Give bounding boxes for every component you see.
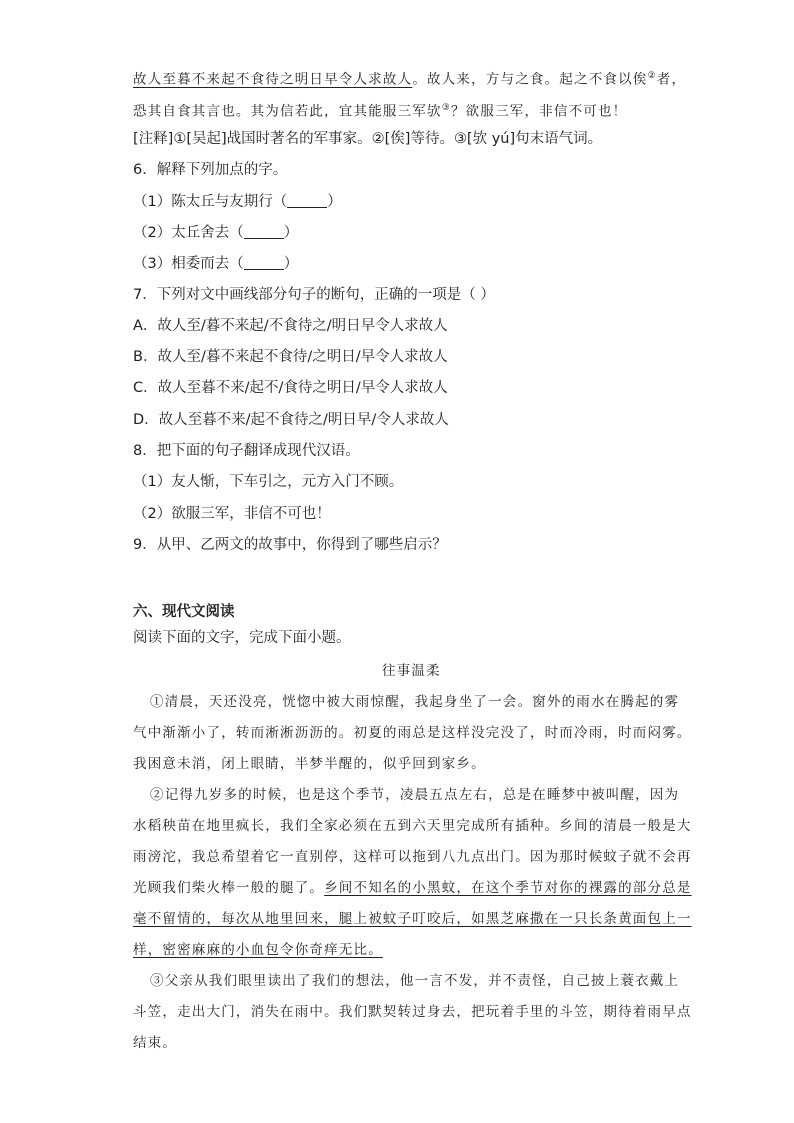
question-6-2: （2）太丘舍去（ ） bbox=[133, 225, 299, 241]
paragraph-2-line-6: 样，密密麻麻的小血包令你奇痒无比。 bbox=[133, 942, 383, 958]
passage-line-2: 恐其自食其言也。其为信若此，宜其能服三军欤③？欲服三军，非信不可也！ bbox=[133, 103, 628, 120]
question-6: 6．解释下列加点的字。 bbox=[133, 162, 288, 178]
question-6-1: （1）陈太丘与友期行（ ） bbox=[133, 194, 342, 210]
question-8-1: （1）友人惭，下车引之，元方入门不顾。 bbox=[133, 474, 404, 490]
question-8-2: （2）欲服三军，非信不可也！ bbox=[133, 506, 331, 522]
question-8: 8．把下面的句子翻译成现代汉语。 bbox=[133, 443, 360, 459]
section-title: 六、现代文阅读 bbox=[133, 604, 235, 620]
question-6-3: （3）相委而去（ ） bbox=[133, 256, 299, 272]
paragraph-2-line-2: 水稻秧苗在地里疯长，我们全家必须在五到六天里完成所有插种。乡间的清晨一般是大 bbox=[133, 818, 692, 834]
paragraph-1-line-2: 气中渐渐小了，转而淅淅沥沥的。初夏的雨总是这样没完没了，时而冷雨，时而闷雾。 bbox=[133, 725, 692, 741]
paragraph-2-line-4: 光顾我们柴火棒一般的腿了。乡间不知名的小黑蚊，在这个季节对你的裸露的部分总是 bbox=[133, 880, 692, 896]
annotation-notes: [注释]①[吴起]战国时著名的军事家。②[俟]等待。③[欤 yú]句末语气词。 bbox=[133, 131, 603, 147]
question-9: 9．从甲、乙两文的故事中，你得到了哪些启示？ bbox=[133, 537, 447, 553]
option-c: C．故人至暮不来/起不/食待之明日/早令人求故人 bbox=[133, 380, 448, 396]
answer-blank[interactable] bbox=[244, 224, 284, 239]
section-instruction: 阅读下面的文字，完成下面小题。 bbox=[133, 630, 351, 646]
answer-blank[interactable] bbox=[287, 193, 327, 208]
article-title: 往事温柔 bbox=[382, 663, 441, 679]
paragraph-2-line-3: 雨滂沱，我总希望着它一直别停，这样可以拖到八九点出门。因为那时候蚊子就不会再 bbox=[133, 849, 692, 865]
option-d: D．故人至暮不来/起不食待之/明日早/令人求故人 bbox=[133, 412, 449, 428]
option-b: B．故人至/暮不来起不食待/之明日/早令人求故人 bbox=[133, 349, 448, 365]
underlined-sentence: 故人至暮不来起不食待之明日早令人求故人 bbox=[133, 71, 413, 88]
passage-line-1: 故人至暮不来起不食待之明日早令人求故人。故人来，方与之食。起之不食以俟②者， bbox=[133, 71, 687, 88]
paragraph-2-line-1: ②记得九岁多的时候，也是这个季节，凌晨五点左右，总是在睡梦中被叫醒，因为 bbox=[150, 787, 680, 803]
answer-blank[interactable] bbox=[244, 255, 284, 270]
paragraph-3-line-3: 结束。 bbox=[133, 1035, 178, 1051]
paragraph-3-line-1: ③父亲从我们眼里读出了我们的想法，他一言不发，并不责怪，自己披上蓑衣戴上 bbox=[150, 973, 680, 989]
paragraph-3-line-2: 斗笠，走出大门，消失在雨中。我们默契转过身去，把玩着手里的斗笠，期待着雨早点 bbox=[133, 1004, 692, 1020]
paragraph-1-line-3: 我困意未消，闭上眼睛，半梦半醒的，似乎回到家乡。 bbox=[133, 756, 486, 772]
paragraph-1-line-1: ①清晨，天还没亮，恍惚中被大雨惊醒，我起身坐了一会。窗外的雨水在腾起的雾 bbox=[150, 694, 680, 710]
question-7: 7．下列对文中画线部分句子的断句，正确的一项是（ ） bbox=[133, 287, 495, 303]
underlined-sentence: 乡间不知名的小黑蚊，在这个季节对你的裸露的部分总是 bbox=[324, 880, 692, 896]
paragraph-2-line-5: 毫不留情的，每次从地里回来，腿上被蚊子叮咬后，如黑芝麻撒在一只长条黄面包上一 bbox=[133, 911, 692, 927]
option-a: A．故人至/暮不来起/不食待之/明日早令人求故人 bbox=[133, 318, 448, 334]
